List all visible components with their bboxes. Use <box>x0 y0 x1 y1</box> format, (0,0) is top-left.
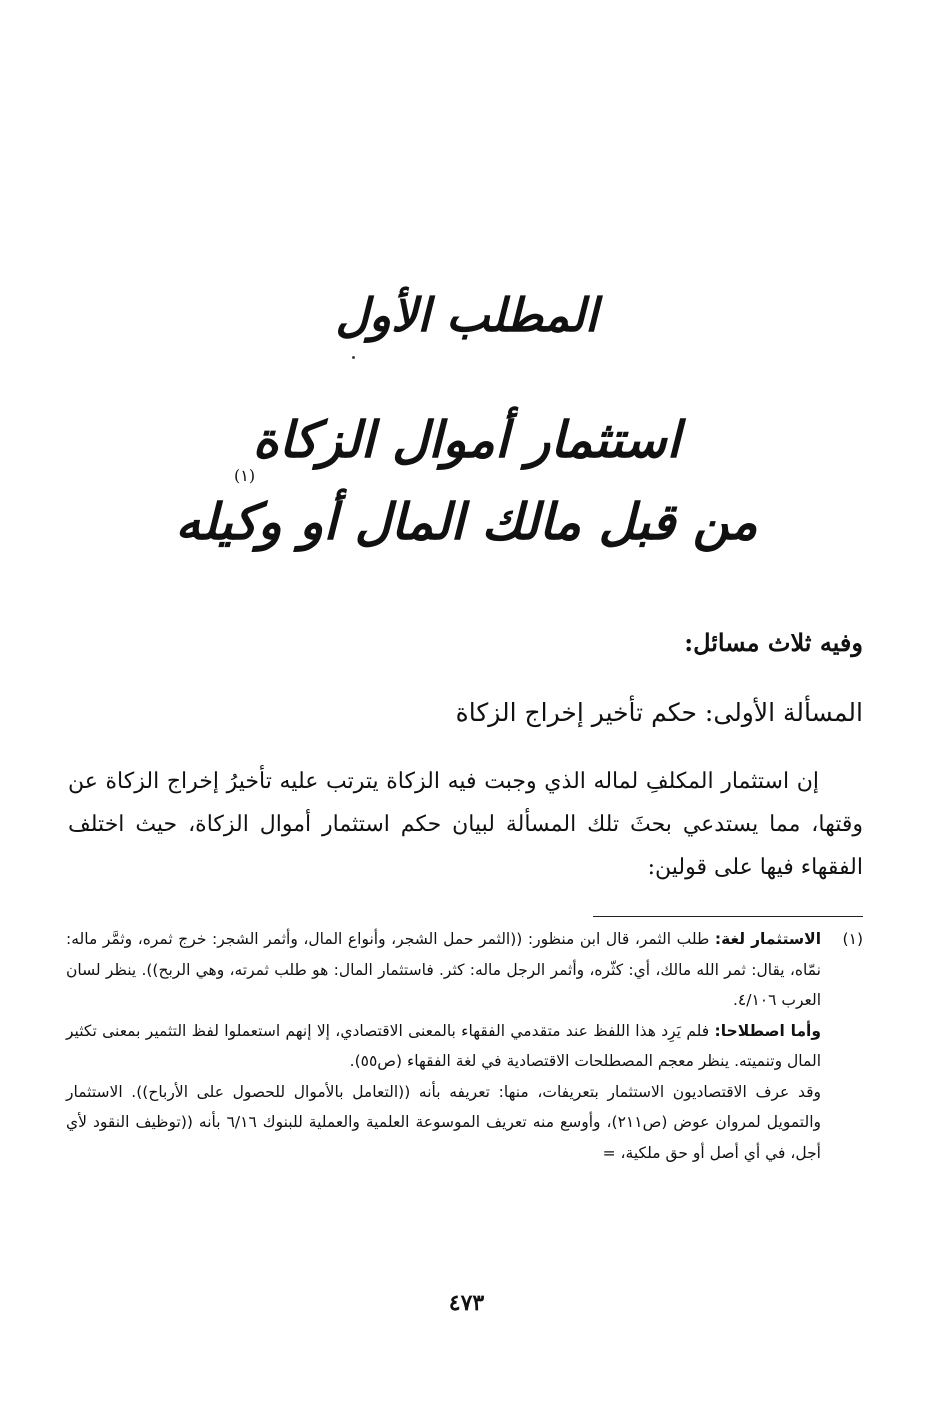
footnote-text-technical: فلم يَرِد هذا اللفظ عند متقدمي الفقهاء بالمعنى الاقتصادي، إلا إنهم استعملوا لفظ التثمير بمعنى تكثير المال وتنميته. ينظر معجم المصطلحات الاقتصادية في لغة الفقهاء (ص٥٥). <box>66 1021 821 1070</box>
footnote-1-lexical <box>66 924 863 1016</box>
footnote-1-technical <box>66 1016 863 1077</box>
footnote-text-economists: وقد عرف الاقتصاديون الاستثمار بتعريفات، منها: تعريفه بأنه ((التعامل بالأموال للحصول على الأرباح)). الاستثمار والتمويل لمروان عوض (ص٢١١)، وأوسع منه تعريف الموسوعة العلمية والعملية للبنوك ٦/١٦ بأنه ((توظيف النقود لأي أجل، في أي أصل أو حق ملكية، = <box>66 1082 821 1162</box>
page-number: ٤٧٣ <box>448 1290 485 1316</box>
footnote-marker: (١) <box>234 466 256 485</box>
body-paragraph-text: إن استثمار المكلفِ لماله الذي وجبت فيه الزكاة يترتب عليه تأخيرُ إخراج الزكاة عن وقتها، مما يستدعي بحثَ تلك المسألة لبيان حكم استثمار أموال الزكاة، حيث اختلف الفقهاء فيها على قولين: <box>68 769 863 880</box>
footnote-separator <box>593 916 863 917</box>
footnote-text-lexical: طلب الثمر، قال ابن منظور: ((الثمر حمل الشجر، وأنواع المال، وأثمر الشجر: خرج ثمره، وثمَّر ماله: نمّاه، يقال: ثمر الله مالك، أي: كثّره، وأثمر الرجل ماله: كثر. فاستثمار المال: هو طلب ثمرته، وهي الربح)). ينظر لسان العرب ٤/١٠٦. <box>66 930 821 1009</box>
section-intro: وفيه ثلاث مسائل: <box>684 628 863 657</box>
section-title-line1: استثمار أموال الزكاة <box>252 410 681 469</box>
decorative-dot <box>352 356 355 359</box>
section-title-line2: من قبل مالك المال أو وكيله <box>175 492 758 551</box>
footnote-number: (١) <box>842 930 863 948</box>
chapter-heading: المطلب الأول <box>335 288 598 342</box>
footnote-1-economists <box>66 1077 863 1169</box>
footnote-term-lexical: الاستثمار لغة: <box>714 930 822 948</box>
footnotes <box>66 924 863 1168</box>
body-paragraph <box>68 760 863 889</box>
footnote-term-technical: وأما اصطلاحا: <box>714 1021 822 1040</box>
issue-title: المسألة الأولى: حكم تأخير إخراج الزكاة <box>455 698 863 727</box>
